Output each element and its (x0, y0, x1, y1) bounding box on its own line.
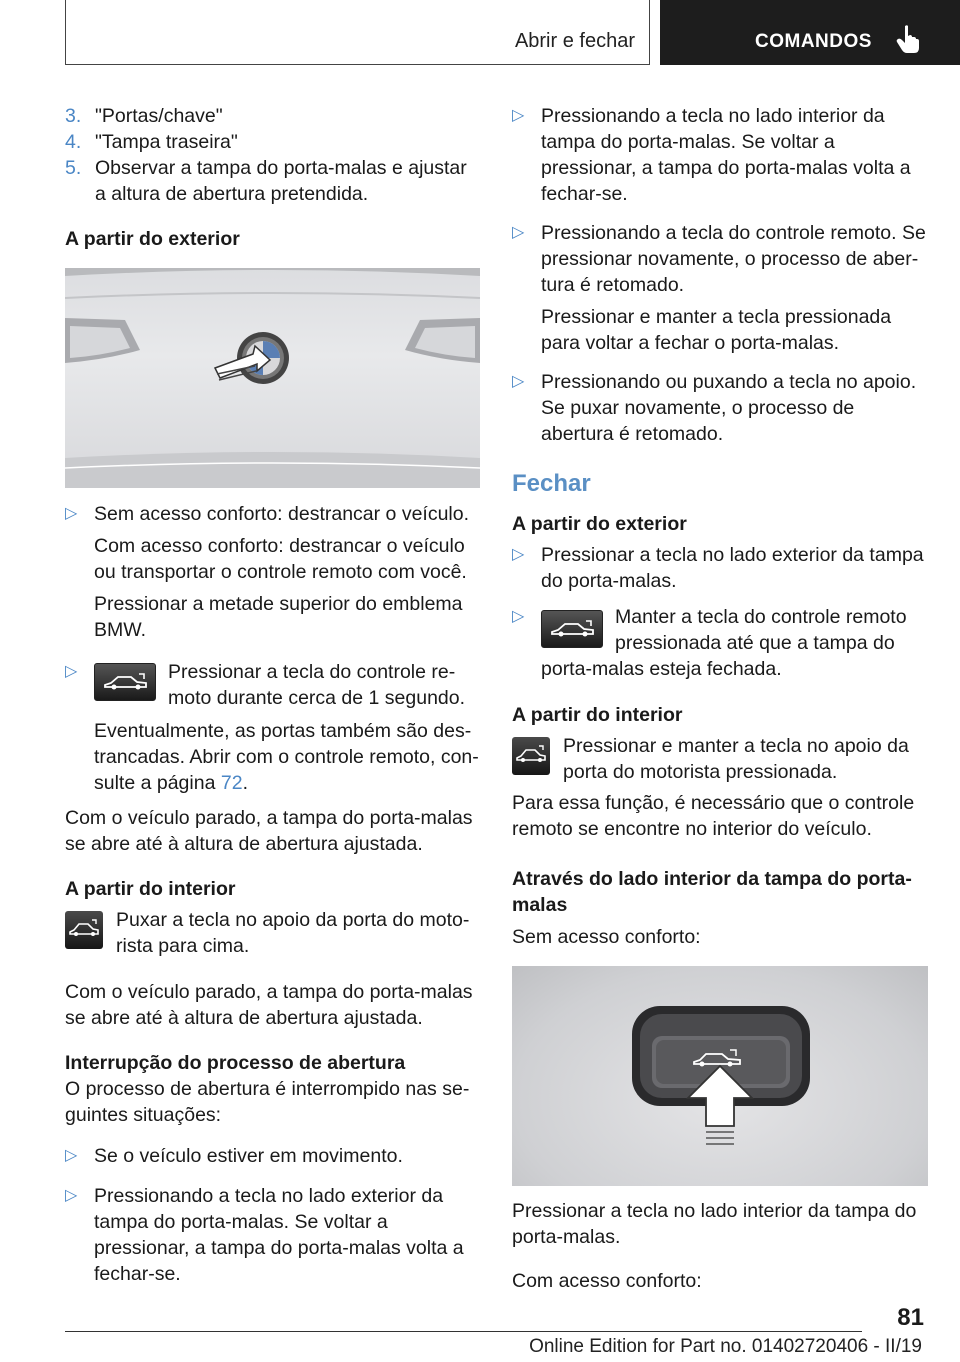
paragraph: Com o veículo parado, a tampa do porta-malas se abre até à altura de abertura ajustada. (65, 981, 473, 1029)
bullet-no-comfort-access: ▷ Sem acesso conforto: destrancar o veículo. (65, 503, 470, 525)
chapter-tab[interactable] (660, 0, 960, 65)
step-5: 5. Observar a tampa do porta-malas e ajustar a altura de abertura pretendida. (65, 157, 467, 205)
page-link[interactable]: 72 (220, 772, 243, 794)
heading-interior-side: Através do lado interior da tampa do porta-malas (512, 868, 912, 916)
right-column (512, 103, 930, 1294)
tailgate-emblem-photo (65, 268, 480, 488)
heading-interruption: Interrupção do processo de abertura (65, 1052, 406, 1074)
paragraph: O processo de abertura é interrompido nas seguintes situações: (65, 1078, 470, 1126)
door-trunk-button-icon (512, 737, 550, 775)
trunk-switch-photo (512, 966, 928, 1186)
step-4: 4. "Tampa traseira" (65, 131, 238, 153)
bullet-moving: ▷ Se o veículo estiver em movimento. (65, 1145, 403, 1167)
bullet-interior-key: ▷ Pressionando a tecla no lado interior da tampa do porta-malas. Se voltar a pressionar, a tampa do porta-malas volta a fechar-se. (512, 105, 911, 205)
step-3: 3. "Portas/chave" (65, 105, 223, 127)
bullet-remote-resume: ▷ Pressionando a tecla do controle remoto. Se pressionar novamente, o processo de abertura é retomado. (512, 222, 926, 296)
paragraph: Com acesso conforto: destrancar o veículo ou transportar o controle remoto com você. (94, 535, 467, 583)
paragraph: Com acesso conforto: (512, 1270, 702, 1292)
section-title: Abrir e fechar (514, 30, 635, 52)
paragraph: Sem acesso conforto: (512, 926, 701, 948)
chapter-title: COMANDOS (755, 31, 872, 52)
bullet-remote-key: ▷ Pressionar a tecla do controle remoto durante cerca de 1 segundo. (65, 661, 466, 709)
bullet-door-key: ▷ Pressionando ou puxando a tecla no apoio. Se puxar novamente, o processo de abertura é retomado. (512, 371, 917, 445)
door-trunk-button-icon (65, 911, 103, 949)
footer-divider (65, 1331, 862, 1332)
paragraph: Com o veículo parado, a tampa do porta-malas se abre até à altura de abertura ajustada. (65, 807, 473, 855)
interior-instruction: Puxar a tecla no apoio da porta do motorista para cima. (65, 907, 480, 959)
close-interior-instruction: Pressionar e manter a tecla no apoio da porta do motorista pressionada. (512, 733, 930, 785)
paragraph: Pressionar a metade superior do emblema BMW. (94, 593, 463, 641)
left-column (65, 103, 480, 1287)
bullet-close-exterior: ▷ Pressionar a tecla no lado exterior da tampa do porta-malas. (512, 544, 924, 592)
paragraph: Para essa função, é necessário que o controle remoto se encontre no interior do veículo. (512, 792, 915, 840)
bullet-close-remote: ▷ Manter a tecla do controle remoto pressionada até que a tampa do porta-malas esteja fechada. (512, 606, 907, 680)
heading-close-exterior: A partir do exterior (512, 513, 687, 535)
heading-close: Fechar (512, 470, 591, 497)
car-trunk-key-icon (94, 663, 156, 701)
heading-from-exterior: A partir do exterior (65, 228, 240, 250)
paragraph: Pressionar a tecla no lado interior da tampa do porta-malas. (512, 1200, 917, 1248)
edition-note: Online Edition for Part no. 01402720406 - II/19 (529, 1336, 922, 1357)
paragraph: Eventualmente, as portas também são destrancadas. Abrir com o controle remoto, consulte a página 72. (94, 720, 479, 794)
paragraph: Pressionar e manter a tecla pressionada para voltar a fechar o porta-malas. (541, 306, 892, 354)
bullet-exterior-key: ▷ Pressionando a tecla no lado exterior da tampa do porta-malas. Se voltar a pressionar, a tampa do porta-malas volta a fechar-se. (65, 1185, 464, 1285)
hand-pointer-icon (896, 24, 920, 54)
car-trunk-key-icon (541, 610, 603, 648)
heading-from-interior: A partir do interior (65, 878, 236, 900)
page-number: 81 (897, 1304, 924, 1331)
heading-close-interior: A partir do interior (512, 704, 683, 726)
